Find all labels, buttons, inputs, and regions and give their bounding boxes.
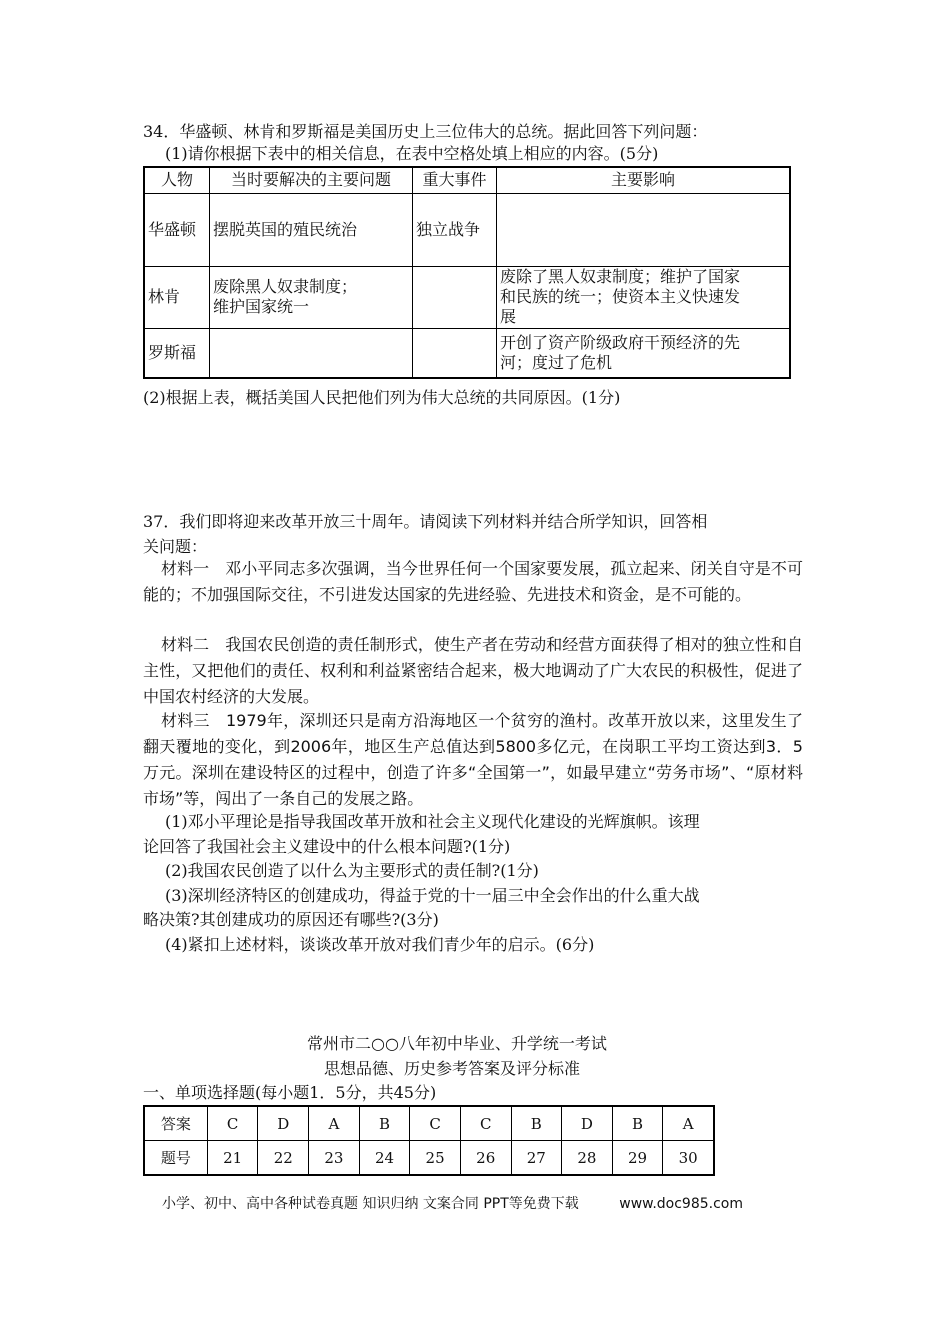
answer-cell: B — [612, 1106, 663, 1141]
question-number-cell: 26 — [460, 1141, 511, 1176]
answers-title-line2: 思想品德、历史参考答案及评分标准 — [324, 1059, 581, 1078]
cell-problem: 摆脱英国的殖民统治 — [210, 193, 413, 266]
answer-cell: C — [460, 1106, 511, 1141]
cell-impact-line: 展 — [500, 307, 517, 326]
answer-cell: A — [663, 1106, 714, 1141]
material-one: 材料一 邓小平同志多次强调，当今世界任何一个国家要发展，孤立起来、闭关自守是不可能的；不加强国际交往，不引进发达国家的先进经验、先进技术和资金，是不可能的。 — [143, 559, 803, 604]
cell-person: 林肯 — [144, 266, 210, 328]
cell-impact-blank[interactable] — [497, 193, 791, 266]
answer-cell: B — [511, 1106, 562, 1141]
answer-cell: D — [258, 1106, 309, 1141]
q37-sub4: (4)紧扣上述材料，谈谈改革开放对我们青少年的启示。(6分) — [165, 935, 595, 954]
header-person: 人物 — [144, 167, 210, 193]
question-number-cell: 24 — [359, 1141, 410, 1176]
q34-intro: 34．华盛顿、林肯和罗斯福是美国历史上三位伟大的总统。据此回答下列问题： — [143, 122, 708, 141]
answer-cell: B — [359, 1106, 410, 1141]
footer-url-link[interactable]: www.doc985.com — [619, 1196, 743, 1212]
question-number-row — [144, 1141, 714, 1176]
question-number-cell: 23 — [309, 1141, 360, 1176]
answer-cell: A — [309, 1106, 360, 1141]
cell-problem-blank[interactable] — [210, 328, 413, 378]
header-event: 重大事件 — [413, 167, 497, 193]
table-row — [144, 193, 790, 266]
answer-cell: C — [410, 1106, 461, 1141]
cell-person: 华盛顿 — [144, 193, 210, 266]
question-number-cell: 28 — [562, 1141, 613, 1176]
header-impact: 主要影响 — [497, 167, 791, 193]
table-row — [144, 328, 790, 378]
table-row — [144, 266, 790, 328]
question-number-cell: 21 — [207, 1141, 258, 1176]
cell-problem-line: 维护国家统一 — [213, 297, 310, 316]
answers-title-line1: 常州市二○○八年初中毕业、升学统一考试 — [307, 1034, 607, 1053]
footer-text: 小学、初中、高中各种试卷真题 知识归纳 文案合同 PPT等免费下载 — [162, 1196, 579, 1212]
q34-sub1: (1)请你根据下表中的相关信息，在表中空格处填上相应的内容。(5分) — [165, 144, 659, 163]
q34-table — [143, 166, 791, 379]
answer-cell: C — [207, 1106, 258, 1141]
cell-event-blank[interactable] — [413, 266, 497, 328]
cell-person: 罗斯福 — [144, 328, 210, 378]
answer-row — [144, 1106, 714, 1141]
cell-impact-line: 河；度过了危机 — [500, 352, 613, 372]
header-problem: 当时要解决的主要问题 — [210, 167, 413, 193]
question-number-cell: 22 — [258, 1141, 309, 1176]
question-number-cell: 25 — [410, 1141, 461, 1176]
question-number-head: 题号 — [144, 1141, 207, 1176]
cell-impact — [497, 328, 791, 378]
cell-impact-line: 废除了黑人奴隶制度；维护了国家 — [500, 267, 741, 286]
cell-event-blank[interactable] — [413, 328, 497, 378]
q37-intro-line1: 37．我们即将迎来改革开放三十周年。请阅读下列材料并结合所学知识，回答相 — [143, 512, 708, 531]
q37-sub1-line2: 论回答了我国社会主义建设中的什么根本问题?(1分) — [143, 837, 511, 856]
q37-sub2: (2)我国农民创造了以什么为主要形式的责任制?(1分) — [165, 861, 539, 880]
cell-impact — [497, 266, 791, 328]
answer-cell: D — [562, 1106, 613, 1141]
cell-impact-line: 和民族的统一；使资本主义快速发 — [500, 287, 741, 306]
material-two: 材料二 我国农民创造的责任制形式，使生产者在劳动和经营方面获得了相对的独立性和自主性，又把他们的责任、权利和利益紧密结合起来，极大地调动了广大农民的积极性，促进了中国农村经济的大发展。 — [143, 635, 803, 706]
cell-problem — [210, 266, 413, 328]
q37-sub3-line2: 略决策?其创建成功的原因还有哪些?(3分) — [143, 910, 439, 929]
footer — [162, 1193, 743, 1213]
answer-table — [143, 1105, 715, 1176]
q37-sub3-line1: (3)深圳经济特区的创建成功，得益于党的十一届三中全会作出的什么重大战 — [165, 886, 700, 905]
question-number-cell: 30 — [663, 1141, 714, 1176]
material-three: 材料三 1979年，深圳还只是南方沿海地区一个贫穷的渔村。改革开放以来，这里发生了翻天覆地的变化，到2006年，地区生产总值达到5800多亿元，在岗职工平均工资达到3．5万元。深圳在建设特区的过程中，创造了许多“全国第一”，如最早建立“劳务市场”、“原材料市场”等，闯出了一条自己的发展之路。 — [143, 711, 803, 808]
cell-event: 独立战争 — [413, 193, 497, 266]
q37-intro-line2: 关问题： — [143, 537, 208, 556]
q34-sub2: (2)根据上表，概括美国人民把他们列为伟大总统的共同原因。(1分) — [143, 388, 621, 407]
answers-section-heading: 一、单项选择题(每小题1．5分，共45分) — [143, 1083, 437, 1102]
cell-problem-line: 废除黑人奴隶制度； — [213, 277, 358, 296]
question-number-cell: 29 — [612, 1141, 663, 1176]
question-number-cell: 27 — [511, 1141, 562, 1176]
cell-impact-line: 开创了资产阶级政府干预经济的先 — [500, 332, 741, 352]
table-header-row — [144, 167, 790, 193]
answer-row-head: 答案 — [144, 1106, 207, 1141]
q37-sub1-line1: (1)邓小平理论是指导我国改革开放和社会主义现代化建设的光辉旗帜。该理 — [165, 812, 700, 831]
